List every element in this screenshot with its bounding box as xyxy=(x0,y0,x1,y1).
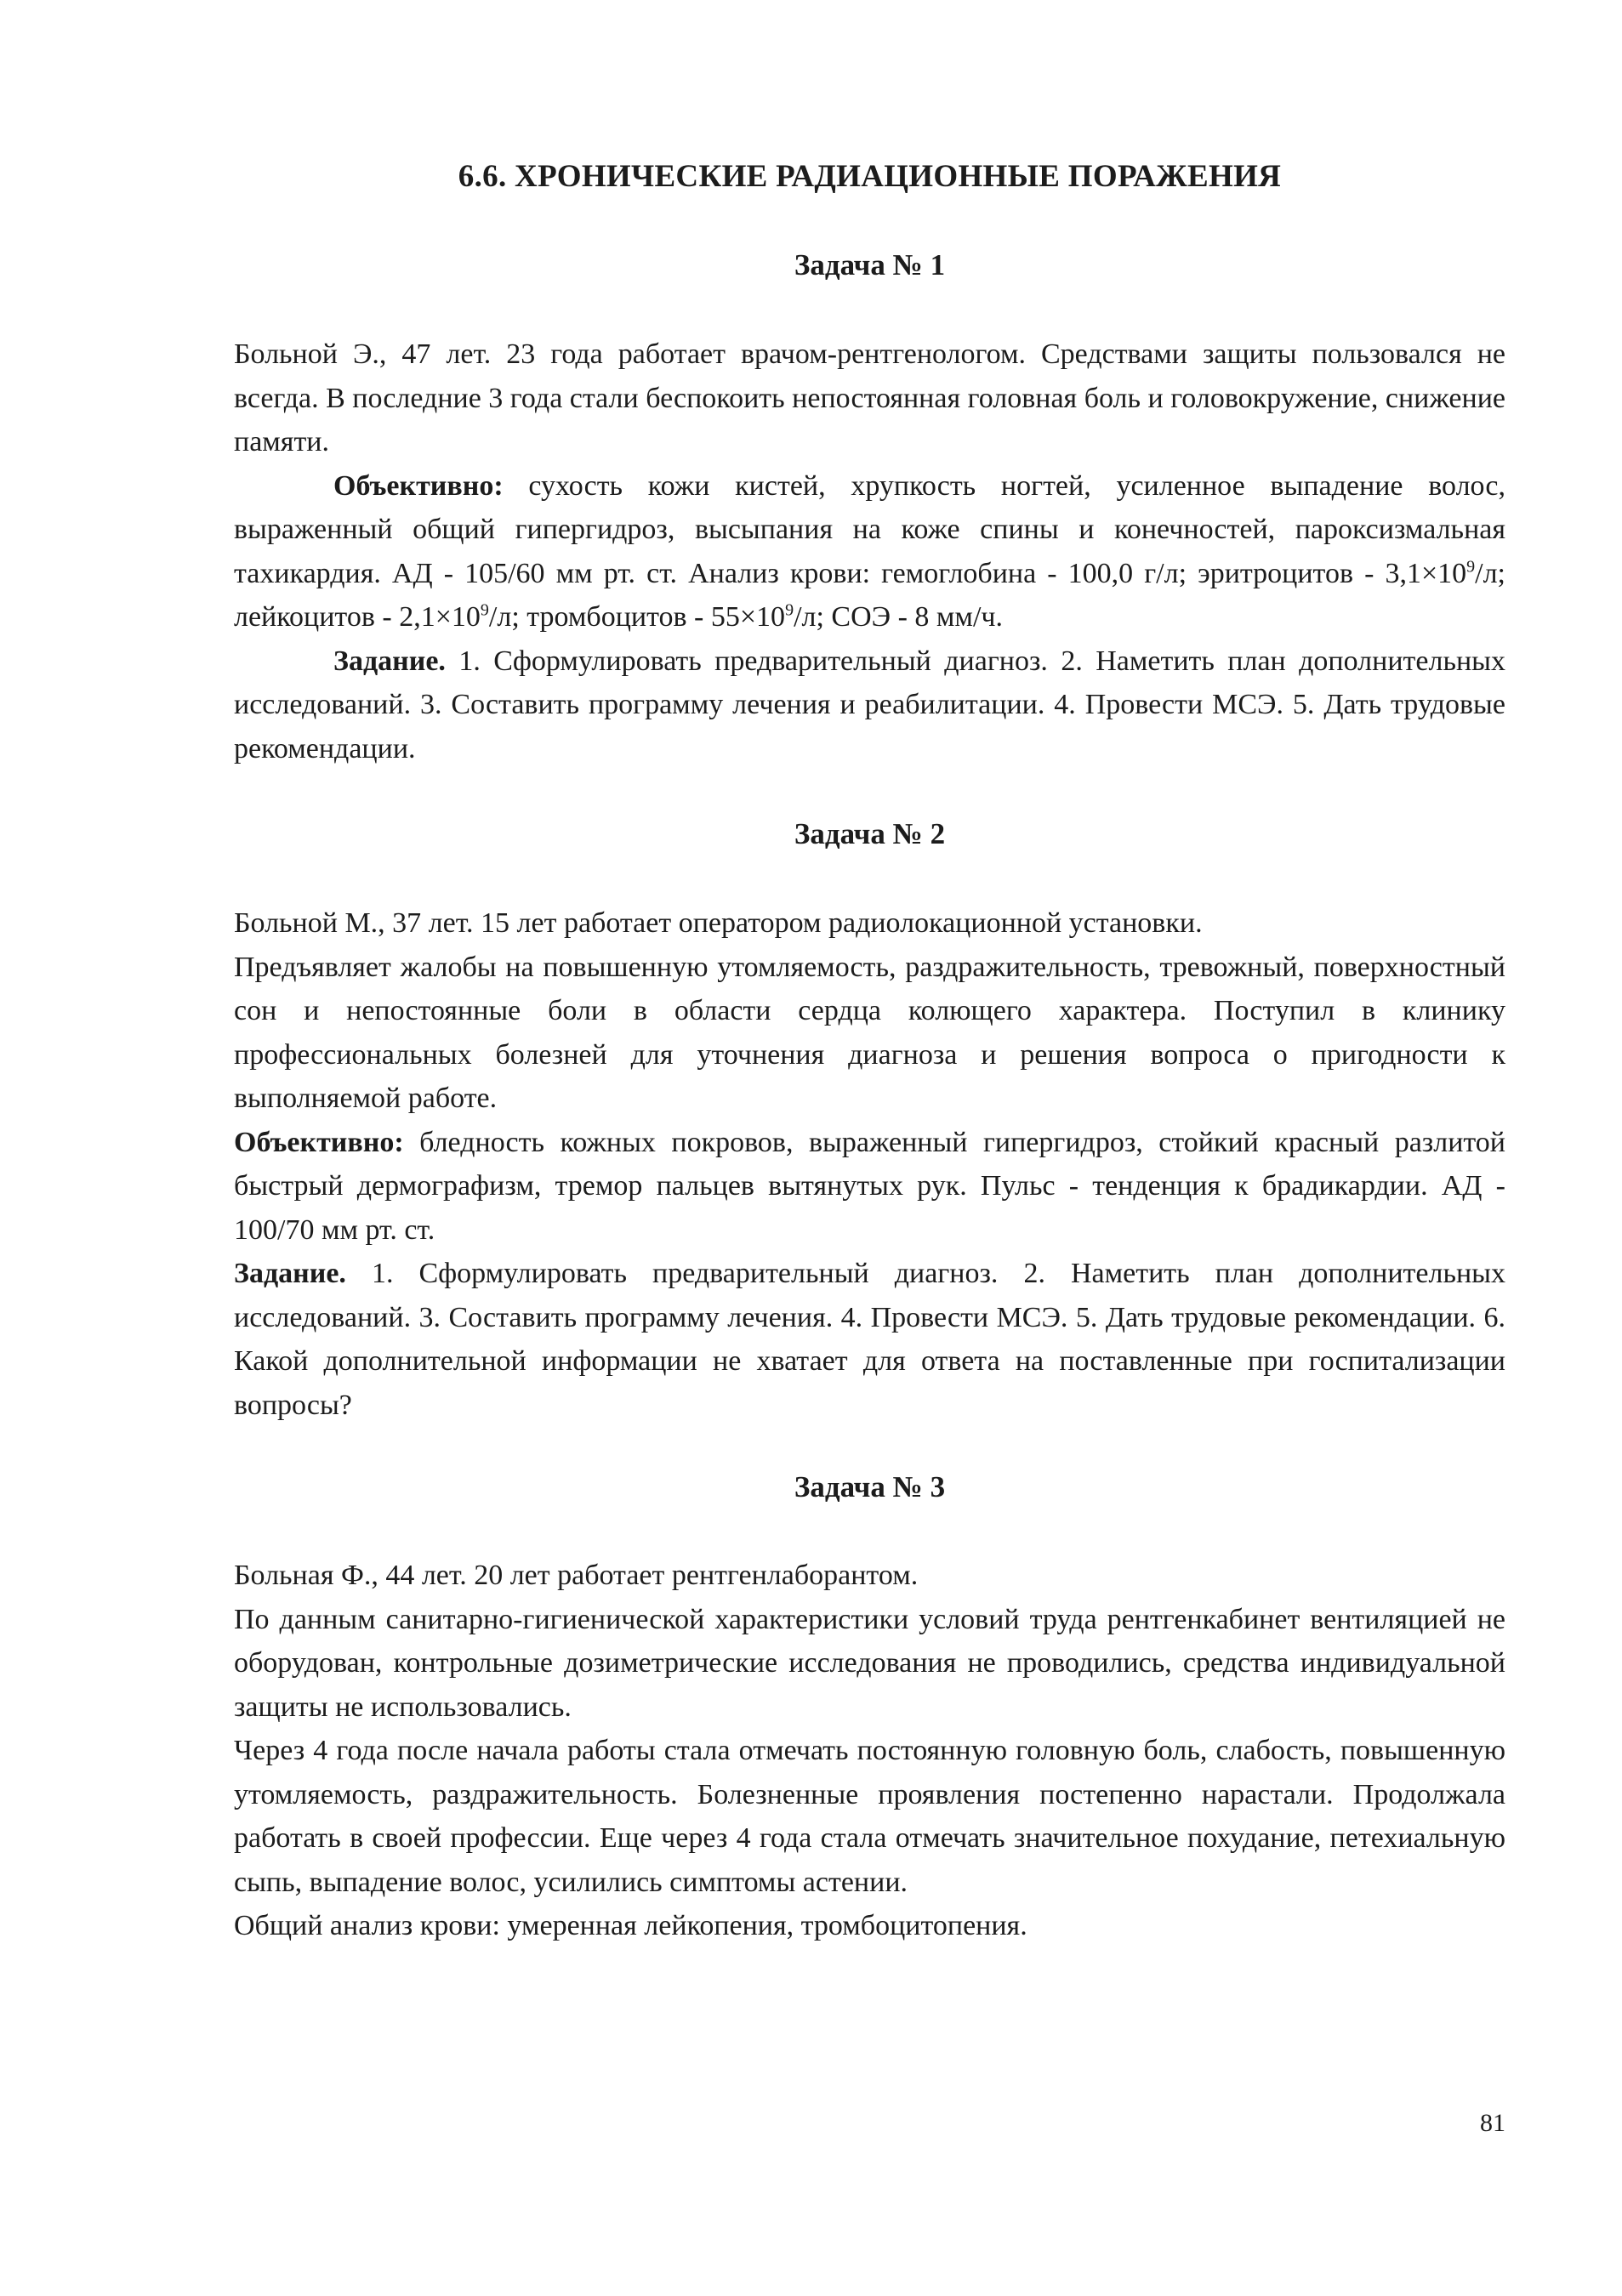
task-2-objective-text: бледность кожных покровов, выраженный гипергидроз, стойкий красный разлитой быстрый дермографизм, тремор пальцев вытянутых рук. Пульс - тенденция к брадикардии. АД - 100/70 мм рт. ст. xyxy=(234,1126,1505,1246)
task-1-objective-text-d: /л; СОЭ - 8 мм/ч. xyxy=(794,601,1003,633)
task-1-objective-text-a: сухость кожи кистей, хрупкость ногтей, усиленное выпадение волос, выраженный общий гипергидроз, высыпания на коже спины и конечностей, пароксизмальная тахикардия. АД - 105/60 мм рт. ст. Анализ крови: гемоглобина - 100,0 г/л; эритроцитов - 3,1×10 xyxy=(234,469,1505,589)
section-title: 6.6. ХРОНИЧЕСКИЕ РАДИАЦИОННЫЕ ПОРАЖЕНИЯ xyxy=(458,159,1282,194)
task-1-objective-label: Объективно: xyxy=(333,469,504,502)
task-1-objective-exp3: 9 xyxy=(785,600,794,620)
task-3-body xyxy=(234,1554,1505,1948)
task-1-objective-exp: 9 xyxy=(1466,557,1476,577)
task-3-blood: Общий анализ крови: умеренная лейкопения, тромбоцитопения. xyxy=(234,1910,1027,1941)
task-2-objective-label: Объективно: xyxy=(234,1126,404,1158)
task-1-heading: Задача № 1 xyxy=(794,248,946,281)
task-3-conditions: По данным санитарно-гигиенической характеристики условий труда рентгенкабинет вентиляцией не оборудован, контрольные дозиметрические исследования не проводились, средства индивидуальной защиты не использовались. xyxy=(234,1603,1505,1723)
task-2-objective xyxy=(234,1121,1505,1253)
task-2-heading: Задача № 2 xyxy=(794,817,946,850)
task-3-heading: Задача № 3 xyxy=(794,1470,946,1503)
task-1-assignment xyxy=(234,639,1505,771)
task-2-assignment xyxy=(234,1252,1505,1427)
task-2-assignment-label: Задание. xyxy=(234,1258,346,1289)
task-2-intro: Больной М., 37 лет. 15 лет работает оператором радиолокационной установки. xyxy=(234,907,1203,939)
task-1-objective-text-b: /л; лейкоцитов - 2,1×10 xyxy=(234,557,1505,633)
task-3-history: Через 4 года после начала работы стала отмечать постоянную головную боль, слабость, повышенную утомляемость, раздражительность. Болезненные проявления постепенно нарастали. Продолжала работать в своей профессии. Еще через 4 года стала отмечать значительное похудание, петехиальную сыпь, выпадение волос, усилились симптомы астении. xyxy=(234,1735,1505,1898)
task-1-assignment-text: 1. Сформулировать предварительный диагноз. 2. Наметить план дополнительных исследований. 3. Составить программу лечения и реабилитации. 4. Провести МСЭ. 5. Дать трудовые рекомендации. xyxy=(234,645,1505,764)
task-1-objective xyxy=(234,464,1505,639)
task-2-assignment-text: 1. Сформулировать предварительный диагноз. 2. Наметить план дополнительных исследований. 3. Составить программу лечения. 4. Провести МСЭ. 5. Дать трудовые рекомендации. 6. Какой дополнительной информации не хватает для ответа на поставленные при госпитализации вопросы? xyxy=(234,1258,1505,1421)
page-number: 81 xyxy=(1480,2109,1505,2137)
task-2-body xyxy=(234,901,1505,1427)
task-1-objective-exp2: 9 xyxy=(480,600,489,620)
task-2-complaints: Предъявляет жалобы на повышенную утомляемость, раздражительность, тревожный, поверхностный сон и непостоянные боли в области сердца колющего характера. Поступил в клинику профессиональных болезней для уточнения диагноза и решения вопроса о пригодности к выполняемой работе. xyxy=(234,951,1505,1114)
task-1-assignment-label: Задание. xyxy=(333,645,446,677)
task-1-body xyxy=(234,332,1505,770)
task-3-intro: Больная Ф., 44 лет. 20 лет работает рентгенлаборантом. xyxy=(234,1560,919,1591)
task-1-intro: Больной Э., 47 лет. 23 года работает врачом-рентгенологом. Средствами защиты пользовался не всегда. В последние 3 года стали беспокоить непостоянная головная боль и головокружение, снижение памяти. xyxy=(234,338,1505,457)
task-1-objective-text-c: /л; тромбоцитов - 55×10 xyxy=(488,601,786,633)
